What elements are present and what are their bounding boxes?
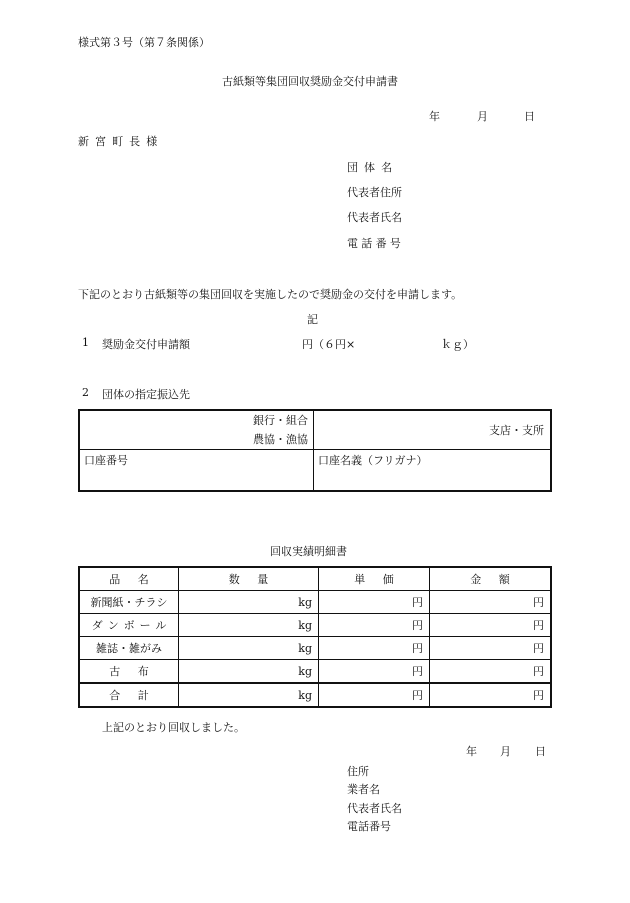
total-item: 合計 [79, 683, 179, 707]
row-item: 雑誌・雑がみ [79, 637, 179, 660]
form-number: 様式第３号（第７条関係） [78, 36, 210, 49]
row-item: 新聞紙・チラシ [79, 591, 179, 614]
header-qty: 数量 [179, 567, 319, 591]
vendor-label-address: 住所 [347, 765, 369, 778]
account-number-cell [79, 450, 314, 492]
vendor-label-company: 業者名 [347, 783, 380, 796]
date2-year: 年 [466, 745, 477, 758]
item1-yen: 円（６円× [302, 338, 356, 351]
row-qty-unit: kg [179, 591, 319, 614]
date2-month: 月 [500, 745, 511, 758]
applicant-label-address: 代表者住所 [347, 186, 402, 199]
date2-day: 日 [535, 745, 546, 758]
item1-unit: ｋｇ） [441, 338, 474, 351]
row-price-unit: 円 [319, 637, 430, 660]
header-item: 品名 [79, 567, 179, 591]
header-price: 単価 [319, 567, 430, 591]
record-table [78, 566, 552, 708]
item2-label: 団体の指定振込先 [102, 388, 190, 401]
table-row [79, 614, 551, 637]
row-amount-unit: 円 [430, 660, 552, 684]
table-row [79, 591, 551, 614]
total-price-unit: 円 [319, 683, 430, 707]
row-price-unit: 円 [319, 614, 430, 637]
item1-number: 1 [82, 336, 89, 349]
date-day: 日 [524, 110, 535, 123]
confirm-text: 上記のとおり回収しました。 [102, 721, 245, 734]
account-number-label: 口座番号 [84, 454, 128, 467]
row-item: ダンボール [79, 614, 179, 637]
total-row [79, 683, 551, 707]
total-amount-unit: 円 [430, 683, 552, 707]
document-title: 古紙類等集団回収奨励金交付申請書 [222, 75, 398, 88]
table-row [79, 637, 551, 660]
branch-cell [314, 410, 552, 450]
header-amount: 金額 [430, 567, 552, 591]
body-text: 下記のとおり古紙類等の集団回収を実施したので奨励金の交付を申請します。 [78, 288, 463, 301]
row-qty-unit: kg [179, 637, 319, 660]
bank-name-cell [79, 410, 314, 450]
applicant-label-name: 代表者氏名 [347, 211, 402, 224]
row-item: 古布 [79, 660, 179, 684]
item1-label: 奨励金交付申請額 [102, 338, 190, 351]
row-amount-unit: 円 [430, 637, 552, 660]
row-price-unit: 円 [319, 660, 430, 684]
applicant-label-group-name: 団体名 [347, 161, 399, 174]
addressee: 新宮町長様 [78, 135, 164, 148]
applicant-label-phone: 電話番号 [347, 237, 405, 250]
row-amount-unit: 円 [430, 614, 552, 637]
account-name-label: 口座名義（フリガナ） [318, 454, 428, 467]
row-price-unit: 円 [319, 591, 430, 614]
account-name-cell [314, 450, 552, 492]
record-title: 回収実績明細書 [270, 545, 347, 558]
row-qty-unit: kg [179, 614, 319, 637]
item2-number: 2 [82, 386, 89, 399]
vendor-label-representative: 代表者氏名 [347, 802, 402, 815]
vendor-label-phone: 電話番号 [347, 820, 391, 833]
date-year: 年 [429, 110, 440, 123]
bank-account-table [78, 409, 552, 492]
branch-label: 支店・支所 [489, 424, 544, 437]
record-header-row [79, 567, 551, 591]
bank-label-2: 農協・漁協 [253, 433, 308, 446]
ki-label: 記 [307, 313, 318, 326]
total-qty-unit: kg [179, 683, 319, 707]
row-qty-unit: kg [179, 660, 319, 684]
bank-label-1: 銀行・組合 [253, 414, 308, 427]
row-amount-unit: 円 [430, 591, 552, 614]
date-month: 月 [477, 110, 488, 123]
table-row [79, 660, 551, 684]
